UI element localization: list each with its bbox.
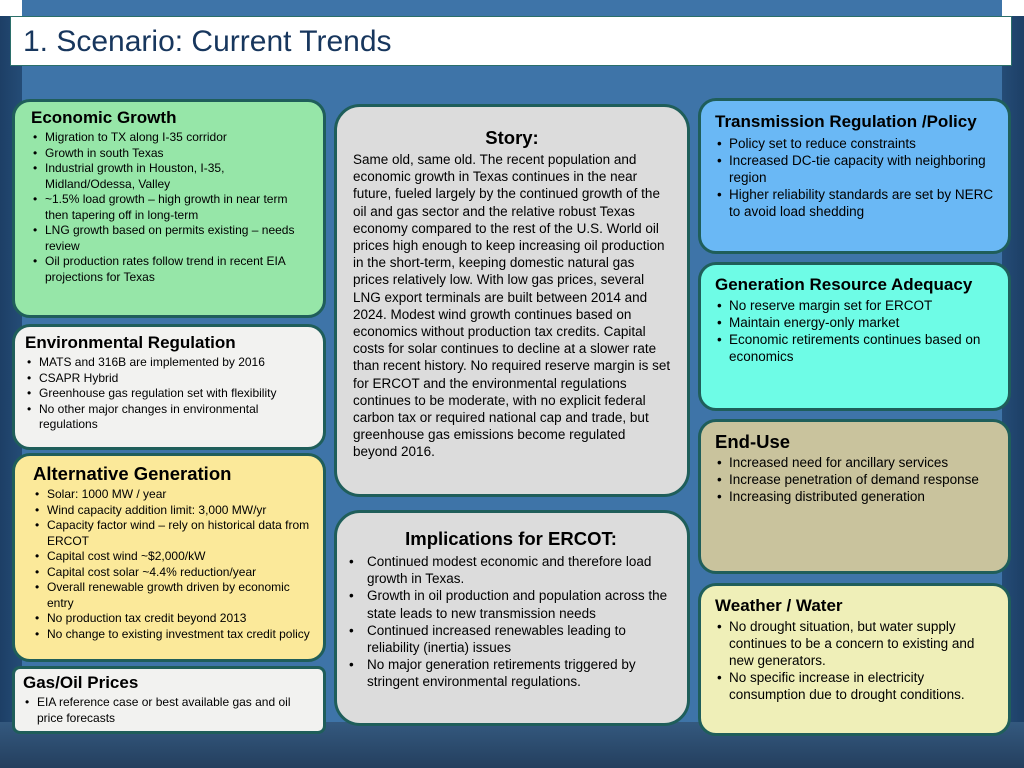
list-item: • Growth in south Texas (45, 146, 313, 162)
list-item: • No other major changes in environmental regulations (39, 402, 313, 433)
list-item: • Increase penetration of demand response (729, 471, 996, 488)
alternative-generation-list (33, 487, 313, 642)
list-item: • CSAPR Hybrid (39, 371, 313, 387)
gas-oil-prices-list (23, 695, 315, 726)
gas-oil-prices-title: Gas/Oil Prices (23, 673, 139, 692)
story-text: Same old, same old. The recent population and economic growth in Texas continues in the near future, fueled largely by the continued growth of the oil and gas sector and the relative robust Texas economy compared to the rest of the U.S. World oil prices high enough to keep increasing oil production in the short-term, keeping domestic natural gas prices relatively low. With low gas prices, several LNG export terminals are built between 2014 and 2024. Modest wind growth continues based on economics without production tax credits. Capital costs for solar continues to decline at a slower rate than recent history. No required reserve margin is set for ERCOT and the environmental regulations continues to be moderate, with no explicit federal carbon tax or required national cap and trade, but greenhouse gas emissions become regulated beyond 2016. (353, 152, 671, 460)
implications-box (334, 510, 690, 726)
list-item: • Continued modest economic and therefore load growth in Texas. (367, 553, 677, 587)
alternative-generation-box (12, 453, 326, 662)
list-item: • Increased DC-tie capacity with neighboring region (729, 152, 996, 186)
weather-water-box (698, 583, 1011, 736)
list-item: • Increasing distributed generation (729, 488, 996, 505)
gas-oil-prices-box (12, 666, 326, 734)
list-item: • Capital cost wind ~$2,000/kW (47, 549, 313, 565)
generation-adequacy-list (715, 297, 996, 365)
list-item: • ~1.5% load growth – high growth in near term then tapering off in long-term (45, 192, 313, 223)
list-item: • Migration to TX along I-35 corridor (45, 130, 313, 146)
end-use-list (715, 454, 996, 505)
slide-title: 1. Scenario: Current Trends (23, 25, 392, 58)
list-item: • Economic retirements continues based on economics (729, 331, 996, 365)
list-item: • Capacity factor wind – rely on historical data from ERCOT (47, 518, 313, 549)
list-item: • Continued increased renewables leading to reliability (inertia) issues (367, 622, 677, 656)
implications-list (345, 553, 677, 691)
list-item: • No production tax credit beyond 2013 (47, 611, 313, 627)
list-item: • Oil production rates follow trend in recent EIA projections for Texas (45, 254, 313, 285)
transmission-regulation-title: Transmission Regulation /Policy (715, 112, 977, 131)
weather-water-title: Weather / Water (715, 596, 843, 615)
list-item: • Policy set to reduce constraints (729, 135, 996, 152)
list-item: • MATS and 316B are implemented by 2016 (39, 355, 313, 371)
implications-title: Implications for ERCOT: (405, 528, 617, 549)
weather-water-list (715, 618, 996, 703)
list-item: • Solar: 1000 MW / year (47, 487, 313, 503)
list-item: • Growth in oil production and population across the state leads to new transmission needs (367, 587, 677, 621)
transmission-regulation-list (715, 135, 996, 220)
economic-growth-box (12, 99, 326, 318)
environmental-regulation-box (12, 324, 326, 450)
environmental-regulation-list (25, 355, 313, 433)
environmental-regulation-title: Environmental Regulation (25, 333, 236, 352)
list-item: • Capital cost solar ~4.4% reduction/year (47, 565, 313, 581)
list-item: • Maintain energy-only market (729, 314, 996, 331)
end-use-title: End-Use (715, 431, 791, 452)
list-item: • EIA reference case or best available gas and oil price forecasts (37, 695, 315, 726)
end-use-box (698, 419, 1011, 574)
list-item: • No major generation retirements triggered by stringent environmental regulations. (367, 656, 677, 690)
list-item: • Greenhouse gas regulation set with flexibility (39, 386, 313, 402)
list-item: • Overall renewable growth driven by economic entry (47, 580, 313, 611)
list-item: • Wind capacity addition limit: 3,000 MW/yr (47, 503, 313, 519)
economic-growth-title: Economic Growth (31, 108, 177, 127)
transmission-regulation-box (698, 98, 1011, 254)
list-item: • No specific increase in electricity consumption due to drought conditions. (729, 669, 996, 703)
generation-adequacy-box (698, 262, 1011, 411)
list-item: • No change to existing investment tax credit policy (47, 627, 313, 643)
story-title: Story: (485, 127, 539, 148)
alternative-generation-title: Alternative Generation (33, 463, 232, 484)
list-item: • No drought situation, but water supply continues to be a concern to existing and new generators. (729, 618, 996, 669)
list-item: • No reserve margin set for ERCOT (729, 297, 996, 314)
title-bar (10, 16, 1012, 66)
list-item: • LNG growth based on permits existing – needs review (45, 223, 313, 254)
list-item: • Industrial growth in Houston, I-35, Midland/Odessa, Valley (45, 161, 313, 192)
generation-adequacy-title: Generation Resource Adequacy (715, 275, 973, 294)
list-item: • Increased need for ancillary services (729, 454, 996, 471)
list-item: • Higher reliability standards are set by NERC to avoid load shedding (729, 186, 996, 220)
story-box (334, 104, 690, 497)
economic-growth-list (31, 130, 313, 285)
